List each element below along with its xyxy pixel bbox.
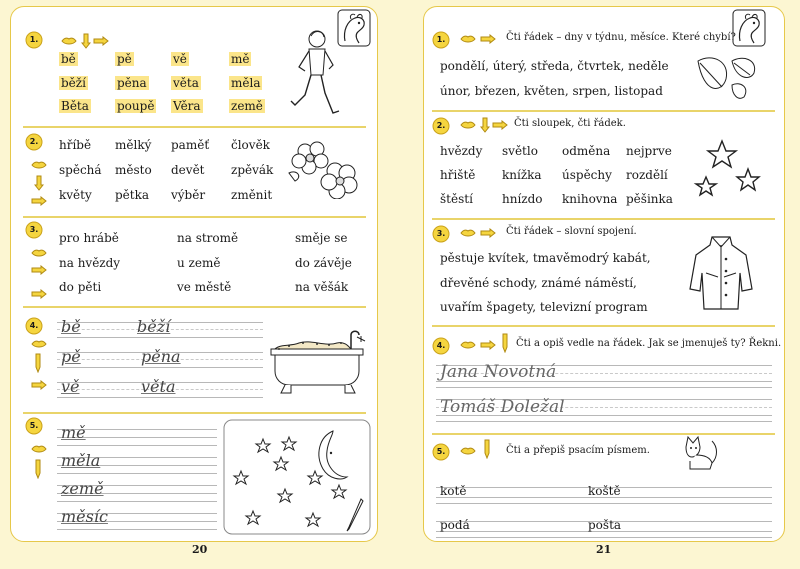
text-line: uvařím špagety, televizní program: [440, 300, 648, 314]
phrase: do pěti: [59, 280, 102, 294]
section-divider: [23, 126, 366, 128]
exercise-number-badge: 1.: [25, 31, 43, 49]
word: věta: [173, 76, 199, 90]
word: hříbě: [59, 138, 92, 152]
left-page: [10, 6, 378, 542]
section-divider: [23, 306, 366, 308]
exercise-number-badge: 5.: [432, 443, 450, 461]
arrow-down-icon: [81, 33, 91, 49]
word: hnízdo: [502, 192, 543, 206]
lips-icon: [460, 229, 476, 237]
arrow-right-icon: [31, 196, 47, 206]
arrow-right-icon: [492, 120, 508, 130]
word: běží: [61, 76, 86, 90]
word: vě: [173, 52, 187, 66]
lips-icon: [460, 121, 476, 129]
word: poupě: [117, 99, 155, 113]
phrase: na věšák: [295, 280, 349, 294]
exercise-number-badge: 4.: [432, 337, 450, 355]
word: hvězdy: [440, 144, 483, 158]
cursive-word: země: [61, 479, 104, 498]
moon-and-stars-illustration: [223, 419, 371, 535]
phrase: do závěje: [295, 256, 352, 270]
word: země: [231, 99, 263, 113]
word: pošta: [588, 518, 622, 532]
exercise-number-badge: 5.: [25, 417, 43, 435]
lips-icon: [31, 161, 47, 169]
phrase: směje se: [295, 231, 348, 245]
word: Běta: [61, 99, 89, 113]
word: pěna: [117, 76, 147, 90]
arrow-right-icon: [31, 380, 47, 390]
arrow-right-icon: [31, 265, 47, 275]
cursive-word: měsíc: [61, 507, 108, 526]
cursive-name: Tomáš Doležal: [440, 397, 565, 417]
word: mě: [231, 52, 250, 66]
section-divider: [432, 325, 775, 327]
cursive-word: běží: [137, 317, 171, 336]
section-divider: [23, 216, 366, 218]
phrase: pro hrábě: [59, 231, 119, 245]
text-line: únor, březen, květen, srpen, listopad: [440, 84, 663, 98]
word: úspěchy: [562, 168, 612, 182]
word: Věra: [173, 99, 201, 113]
phrase: na stromě: [177, 231, 239, 245]
word: kotě: [440, 484, 467, 498]
cursive-word: mě: [61, 423, 86, 442]
running-boy-illustration: [287, 27, 343, 123]
word: mělký: [115, 138, 152, 152]
lips-icon: [61, 37, 77, 45]
page-number: 20: [192, 543, 208, 556]
text-line: pěstuje kvítek, tmavěmodrý kabát,: [440, 251, 651, 265]
word: změnit: [231, 188, 273, 202]
bathtub-illustration: [269, 327, 369, 397]
word: hřiště: [440, 168, 476, 182]
word: spěchá: [59, 163, 102, 177]
word: pě: [117, 52, 132, 66]
instruction-text: Čti sloupek, čti řádek.: [514, 118, 626, 129]
lips-icon: [31, 340, 47, 348]
cursive-word: pěna: [141, 347, 181, 366]
stars-illustration: [692, 137, 764, 207]
word: měla: [231, 76, 261, 90]
arrow-down-icon: [480, 117, 490, 133]
cursive-word: vě: [61, 377, 80, 396]
word: světlo: [502, 144, 538, 158]
coat-illustration: [686, 233, 756, 313]
word: bě: [61, 52, 76, 66]
text-line: pondělí, úterý, středa, čtvrtek, neděle: [440, 59, 669, 73]
word: paměť: [171, 138, 210, 152]
flowers-illustration: [283, 137, 361, 199]
instruction-text: Čti a přepiš psacím písmem.: [506, 445, 650, 456]
word: odměna: [562, 144, 611, 158]
arrow-right-icon: [93, 36, 109, 46]
word: pětka: [115, 188, 150, 202]
word: podá: [440, 518, 470, 532]
word: pěšinka: [626, 192, 673, 206]
phrase: na hvězdy: [59, 256, 121, 270]
lips-icon: [31, 249, 47, 257]
exercise-number-badge: 1.: [432, 31, 450, 49]
word: zpěvák: [231, 163, 274, 177]
cursive-word: měla: [61, 451, 101, 470]
word: rozdělí: [626, 168, 668, 182]
word: květy: [59, 188, 92, 202]
instruction-text: Čti řádek – slovní spojení.: [506, 226, 637, 237]
pencil-icon: [500, 333, 510, 353]
arrow-right-icon: [480, 34, 496, 44]
exercise-number-badge: 2.: [432, 117, 450, 135]
exercise-number-badge: 3.: [25, 221, 43, 239]
page-number: 21: [596, 543, 612, 556]
arrow-right-icon: [31, 289, 47, 299]
section-divider: [432, 110, 775, 112]
kitten-illustration: [678, 427, 724, 473]
pencil-icon: [482, 439, 492, 459]
cursive-word: pě: [61, 347, 81, 366]
section-divider: [432, 218, 775, 220]
cursive-name: Jana Novotná: [440, 362, 557, 382]
word: knihovna: [562, 192, 618, 206]
phrase: u země: [177, 256, 221, 270]
text-line: dřevěné schody, známé náměstí,: [440, 276, 637, 290]
instruction-text: Čti řádek – dny v týdnu, měsíce. Které chybí?: [506, 32, 736, 43]
arrow-down-icon: [34, 175, 44, 191]
arrow-right-icon: [480, 340, 496, 350]
exercise-number-badge: 3.: [432, 225, 450, 243]
word: štěstí: [440, 192, 473, 206]
arrow-right-icon: [480, 228, 496, 238]
exercise-number-badge: 4.: [25, 317, 43, 335]
pencil-icon: [33, 353, 43, 373]
word: nejprve: [626, 144, 672, 158]
section-divider: [23, 412, 366, 414]
lips-icon: [460, 35, 476, 43]
cursive-word: bě: [61, 317, 81, 336]
phrase: ve městě: [177, 280, 232, 294]
word: devět: [171, 163, 205, 177]
horse-head-logo-icon: [732, 9, 766, 47]
cursive-word: věta: [141, 377, 176, 396]
leaves-illustration: [692, 51, 764, 103]
lips-icon: [460, 447, 476, 455]
word: člověk: [231, 138, 270, 152]
lips-icon: [460, 341, 476, 349]
lips-icon: [31, 445, 47, 453]
right-page: [423, 6, 785, 542]
word: výběr: [171, 188, 206, 202]
word: koště: [588, 484, 621, 498]
exercise-number-badge: 2.: [25, 133, 43, 151]
pencil-icon: [33, 459, 43, 479]
word: knížka: [502, 168, 542, 182]
word: město: [115, 163, 152, 177]
instruction-text: Čti a opiš vedle na řádek. Jak se jmenuješ ty? Řekni.: [516, 338, 782, 349]
